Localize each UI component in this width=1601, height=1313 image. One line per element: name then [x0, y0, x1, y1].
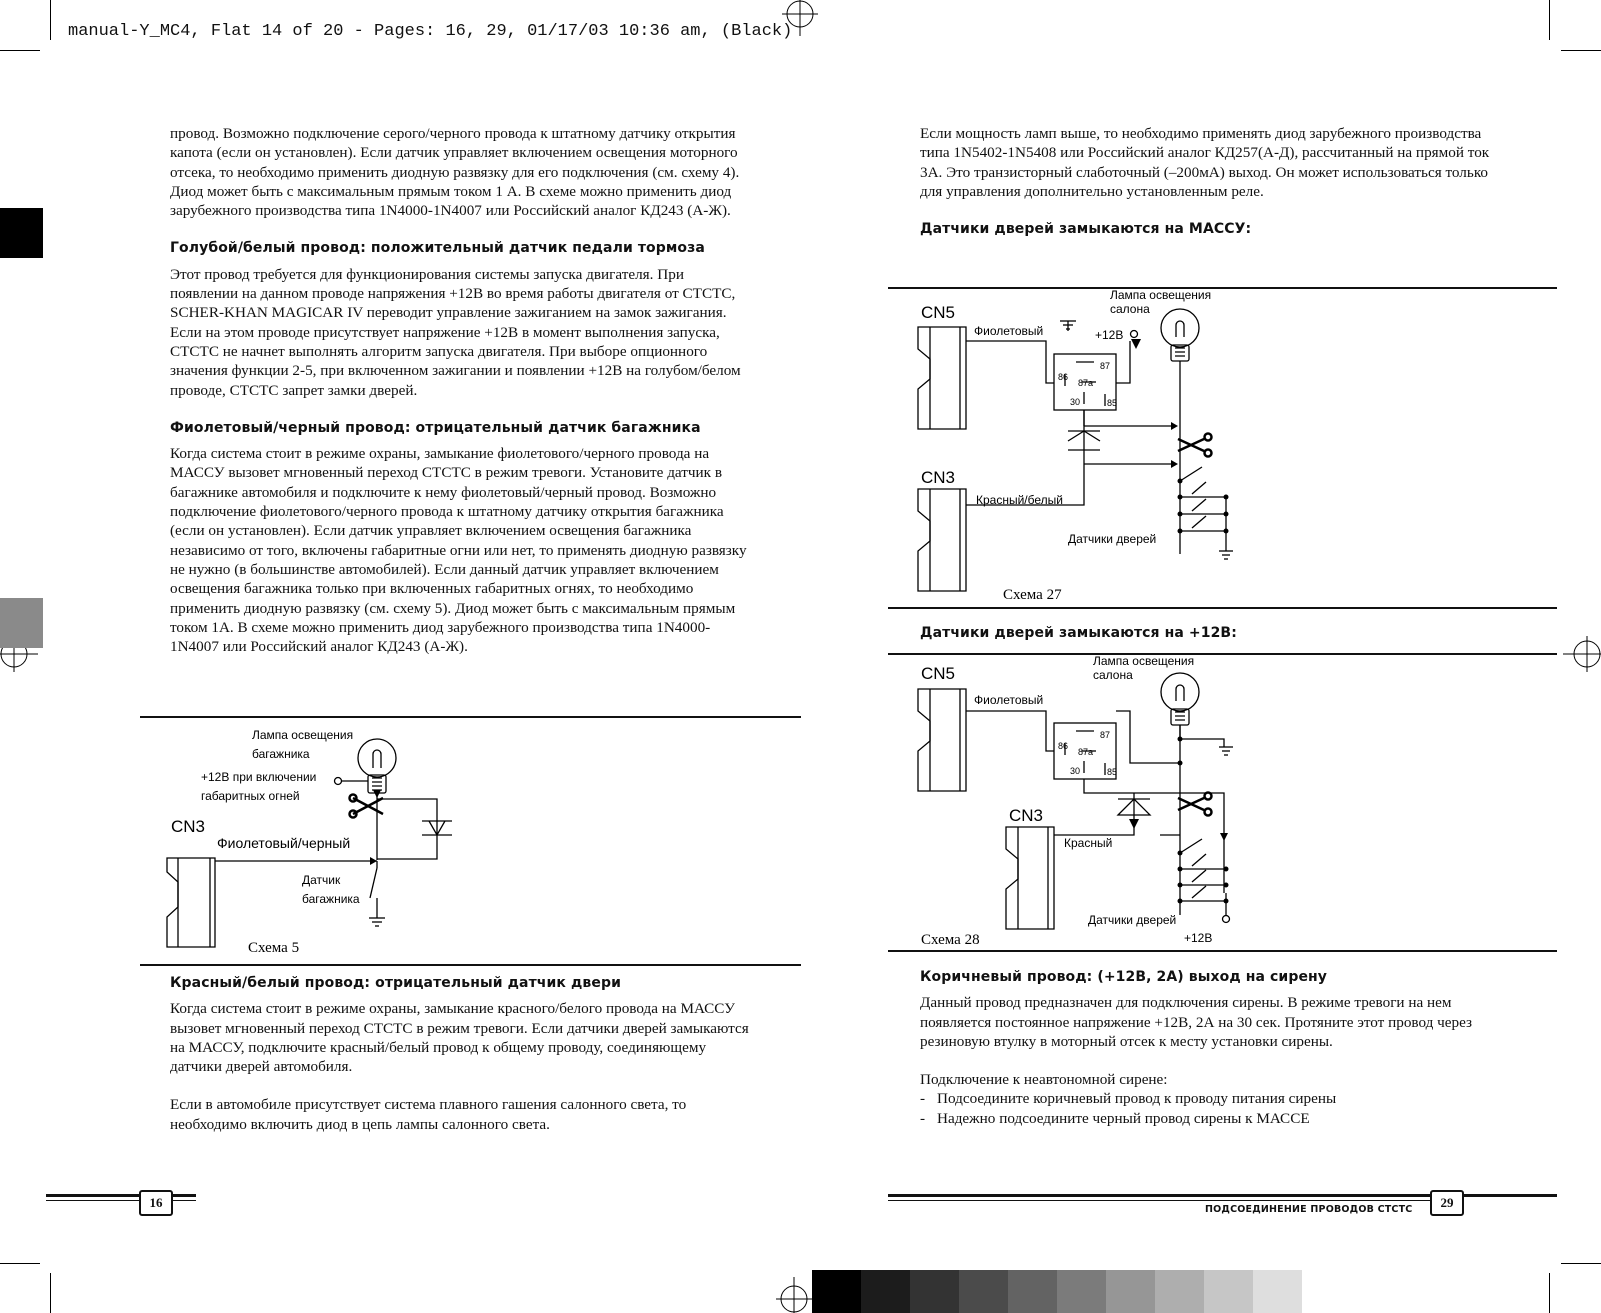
crop-mark [1549, 1273, 1550, 1313]
diagram5-sensor-label-1: Датчик [302, 873, 341, 887]
grayscale-swatch [812, 1270, 861, 1313]
grayscale-swatch [1204, 1270, 1253, 1313]
relay-pin-87: 87 [1100, 361, 1111, 371]
list-item-text: Надежно подсоедините черный провод сирены к МАССЕ [937, 1109, 1310, 1127]
diagram28-lamp-label-1: Лампа освещения [1093, 655, 1195, 668]
crop-mark [1561, 1263, 1601, 1264]
section-text-brown: Данный провод предназначен для подключения сирены. В режиме тревоги на нем появляется постоянное напряжение +12В, 2А на 30 сек. Протяните этот провод через резиновую втулку в моторный отсек к месту установки сирены. [920, 994, 1473, 1050]
diagram28-red-label: Красный [1064, 836, 1113, 850]
diagram28-violet-label: Фиолетовый [974, 693, 1044, 707]
list-item [920, 1109, 1500, 1128]
relay-pin-30: 30 [1070, 766, 1081, 776]
diagram5-connector-label: CN3 [171, 817, 206, 836]
diagram28-doors-label: Датчики дверей [1088, 913, 1177, 927]
diagram27-lamp-label-2: салона [1110, 302, 1150, 316]
black-side-tab [0, 208, 43, 258]
relay-pin-86: 86 [1058, 372, 1069, 382]
print-header: manual-Y_MC4, Flat 14 of 20 - Pages: 16, 29, 01/17/03 10:36 am, (Black) [68, 22, 793, 41]
diagram28-bottom-rule [888, 950, 1557, 952]
left-column-bottom [170, 974, 755, 1134]
terminal-icon [1131, 331, 1138, 338]
section-heading-brown: Коричневый провод: (+12В, 2А) выход на сирену [920, 969, 1328, 985]
diagram28-lamp-label-2: салона [1093, 668, 1133, 682]
scissors-icon [1178, 793, 1212, 816]
diagram5-plus-label-2: габаритных огней [201, 789, 300, 803]
grayscale-swatch [959, 1270, 1008, 1313]
diagram27-cn3-label: CN3 [921, 468, 956, 487]
relay-pin-87a: 87a [1078, 378, 1094, 388]
diagram-schema-28 [888, 655, 1557, 949]
ground-icon [1219, 747, 1233, 755]
diagram5-lamp-label-2: багажника [252, 747, 310, 761]
lamp-icon [358, 739, 396, 793]
crop-mark [50, 1273, 51, 1313]
diagram-schema-27 [888, 289, 1557, 607]
grayscale-swatch [910, 1270, 959, 1313]
left-intro-paragraph: провод. Возможно подключение серого/черного провода к штатному датчику открытия капота (если он установлен). Если датчик управляет включением освещения моторного отсека, то необходимо применить диодную развязку для его подключения (см. схему 4). Диод может быть с максимальным прямым током 1 А. В схеме можно применить диод зарубежного производства типа 1N4000-1N4007 или Российский аналог КД243 (А-Ж). [170, 125, 740, 220]
section-heading-doors-mass: Датчики дверей замыкаются на МАССУ: [920, 221, 1252, 238]
diagram27-redwhite-label: Красный/белый [976, 493, 1063, 507]
diagram5-wire-label: Фиолетовый/черный [217, 835, 351, 851]
diagram5-caption: Схема 5 [248, 940, 300, 956]
terminal-icon [1223, 916, 1230, 923]
connector-icon [918, 489, 966, 591]
diagram27-doors-label: Датчики дверей [1068, 532, 1157, 546]
right-column-top [920, 124, 1500, 239]
section-text-violet-black: Когда система стоит в режиме охраны, замыкание фиолетового/черного провода на МАССУ вызовет мгновенный переход СТСТС в режим тревоги. Установите датчик в багажнике автомобиля и подключите к нему фиолетовый/черный провод. Возможно подключение фиолетового/черного провода к штатному датчику открытия багажника (если он установлен). Если датчик управляет включением освещения багажника независимо от того, включены габаритные огни или нет, то применять диодную развязку не нужно (в большинстве автомобилей). Если данный датчик управляет включением освещения багажника только при включенных габаритных огнях, то необходимо применить диодную развязку (см. схему 5). Диод может быть с максимальным прямым током 1А. В схеме можно применить диод зарубежного производства типа 1N4000-1N4007 или Российский аналог КД243 (А-Ж). [170, 445, 747, 656]
left-page-number: 16 [139, 1190, 173, 1216]
diagram27-violet-label: Фиолетовый [974, 324, 1044, 338]
diagram5-bottom-rule [140, 964, 801, 966]
crop-mark [1549, 0, 1550, 40]
grayscale-swatch [1253, 1270, 1302, 1313]
registration-mark-icon [780, 0, 820, 40]
diagram28-cn3-label: CN3 [1009, 806, 1044, 825]
section-text-red-white: Когда система стоит в режиме охраны, замыкание красного/белого провода на МАССУ вызовет мгновенный переход СТСТС в режим тревоги. Если датчики дверей замыкаются на МАССУ, подключите красный/белый провод к общему проводу, соединяющему датчики дверей автомобиля. [170, 1000, 749, 1076]
left-column-top [170, 124, 755, 656]
diagram28-plus12-label: +12В [1184, 931, 1213, 945]
list-item-text: Подсоедините коричневый провод к проводу питания сирены [937, 1090, 1337, 1108]
relay-pin-86: 86 [1058, 741, 1069, 751]
footer-section-title: ПОДСОЕДИНЕНИЕ ПРОВОДОВ СТСТС [1205, 1204, 1413, 1215]
scissors-icon [1178, 434, 1212, 457]
diagram-schema-5 [140, 718, 801, 963]
diagram27-bottom-rule [888, 607, 1557, 609]
relay-pin-30: 30 [1070, 397, 1081, 407]
registration-mark-icon [1561, 634, 1601, 674]
connector-icon [1006, 827, 1054, 929]
scissors-icon [350, 795, 384, 818]
relay-pin-85: 85 [1107, 767, 1118, 777]
right-intro-paragraph: Если мощность ламп выше, то необходимо применять диод зарубежного производства типа 1N5402-1N5408 или Российский аналог КД257(А-Д), рассчитанный на прямой ток 3А. Это транзисторный слаботочный (–200мА) выход. Он может использоваться только для управления дополнительно установленным реле. [920, 125, 1490, 200]
diagram27-lamp-label-1: Лампа освещения [1110, 289, 1212, 302]
crop-mark [50, 0, 51, 40]
relay-pin-87: 87 [1100, 730, 1111, 740]
section-heading-doors-plus: Датчики дверей замыкаются на +12В: [920, 625, 1237, 641]
gray-side-tab [0, 598, 43, 648]
relay-pin-87a: 87a [1078, 747, 1094, 757]
relay-pin-85: 85 [1107, 398, 1118, 408]
diagram5-plus-label-1: +12В при включении [201, 770, 317, 784]
right-column-bottom [920, 968, 1500, 1128]
diagram27-caption: Схема 27 [1003, 587, 1062, 603]
lamp-icon [1161, 673, 1199, 711]
diagram28-caption: Схема 28 [921, 932, 980, 948]
diode-icon [377, 799, 452, 859]
crop-mark [0, 50, 40, 51]
section-heading-blue-white: Голубой/белый провод: положительный датчик педали тормоза [170, 240, 705, 257]
crop-mark [1561, 50, 1601, 51]
lamp-icon [1161, 309, 1199, 347]
grayscale-swatch [1008, 1270, 1057, 1313]
grayscale-swatch [1155, 1270, 1204, 1313]
diagram27-cn5-label: CN5 [921, 303, 956, 322]
list-item [920, 1089, 1500, 1108]
registration-mark-icon [774, 1273, 814, 1313]
grayscale-swatch [1057, 1270, 1106, 1313]
section-text-blue-white: Этот провод требуется для функционирования системы запуска двигателя. При появлении на данном проводе напряжения +12В во время работы двигателя от СТСТС, SCHER-KHAN MAGICAR IV переводит управление зажиганием на замок зажигания. Если на этом проводе присутствует напряжение +12В в момент выполнения запуска, СТСТС не начнет выполнять алгоритм запуска двигателя. При выборе опционного значения функции 2-5, при включенном зажигании и появлении +12В на голубом/белом проводе, СТСТС запрет замки дверей. [170, 265, 741, 399]
connector-icon [918, 327, 966, 429]
left-footer-rule [46, 1194, 196, 1197]
diagram27-plus12-label: +12В [1095, 328, 1124, 342]
right-heading-plus [920, 624, 1500, 643]
right-footer-rule-thin [888, 1200, 1448, 1201]
diagram5-sensor-label-2: багажника [302, 892, 360, 906]
list-dash: - [920, 1109, 926, 1127]
right-page-number: 29 [1430, 1190, 1464, 1216]
connector-icon [167, 858, 215, 947]
ground-icon [369, 918, 385, 926]
list-dash: - [920, 1090, 926, 1108]
section-heading-red-white: Красный/белый провод: отрицательный датчик двери [170, 975, 621, 991]
crop-mark [0, 1263, 40, 1264]
terminal-icon [335, 778, 342, 785]
grayscale-swatch [861, 1270, 910, 1313]
section-heading-violet-black: Фиолетовый/черный провод: отрицательный датчик багажника [170, 419, 701, 436]
section-text-brown-2: Подключение к неавтономной сирене: [920, 1071, 1168, 1089]
left-footer-rule-thin [46, 1200, 196, 1201]
grayscale-swatch [1106, 1270, 1155, 1313]
diagram5-lamp-label-1: Лампа освещения [252, 728, 354, 742]
connector-icon [918, 689, 966, 791]
section-text-red-white-2: Если в автомобиле присутствует система плавного гашения салонного света, то необходимо включить диод в цепь лампы салонного света. [170, 1096, 687, 1133]
diagram28-cn5-label: CN5 [921, 664, 956, 683]
